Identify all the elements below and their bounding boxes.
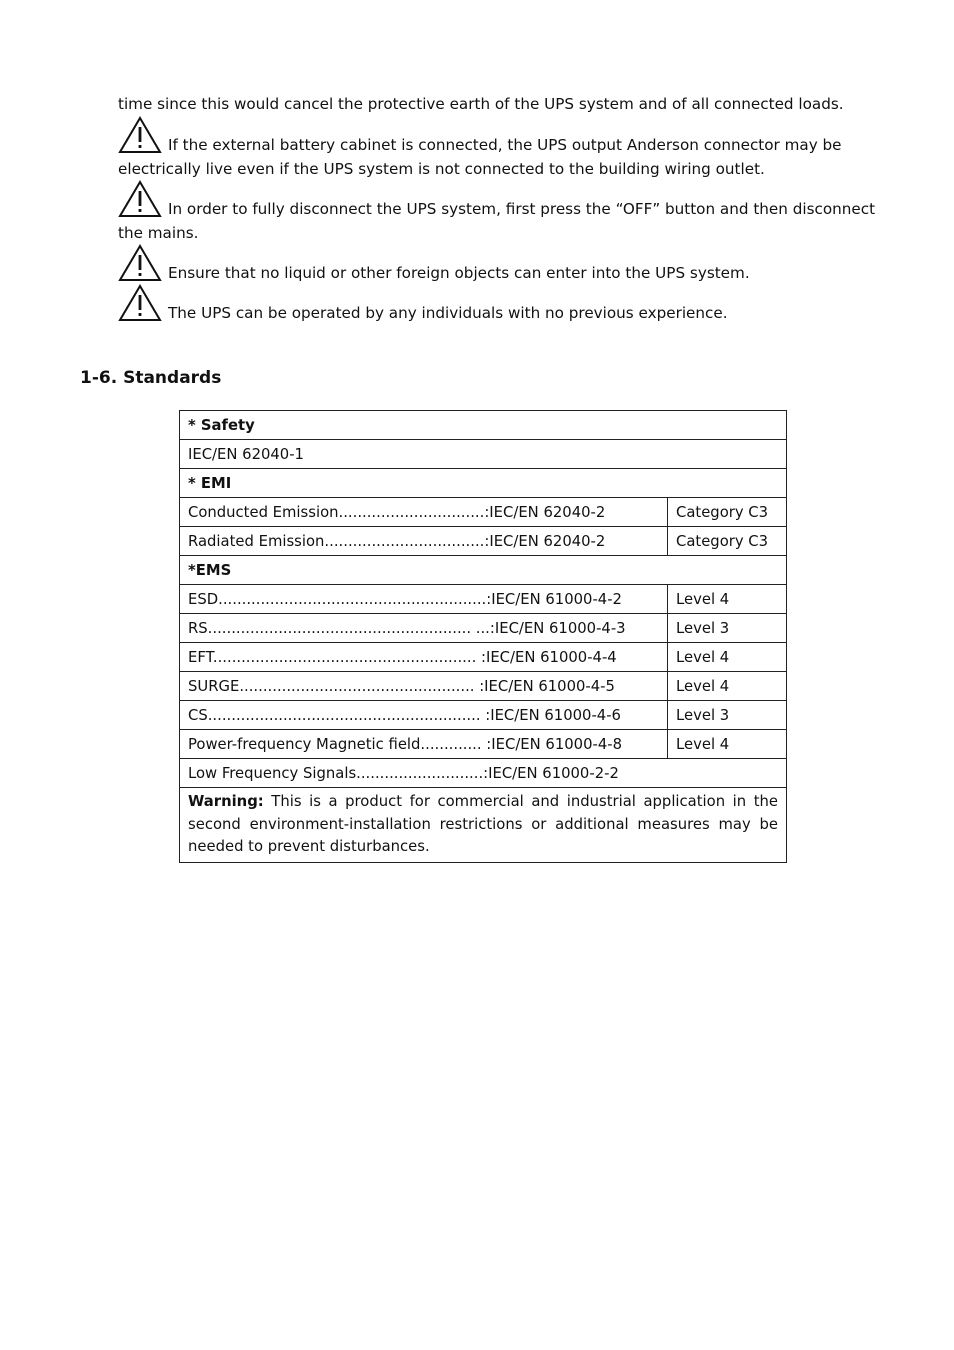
warning-triangle-icon [118,180,162,218]
emi-header: * EMI [180,469,787,498]
warning-label: Warning: [188,793,264,810]
table-row [180,730,787,759]
table-row [180,469,787,498]
warning-note [180,788,787,863]
standard-value: Level 4 [668,672,787,701]
standard-label: RS........................................................ ...:IEC/EN 61000-4-3 [180,614,668,643]
paragraph-text: time since this would cancel the protective earth of the UPS system and of all connected loads. [118,95,844,113]
warning-text: This is a product for commercial and industrial application in the second environment-installation restrictions or additional measures may be needed to prevent disturbances. [188,793,778,855]
paragraph-1 [118,92,898,116]
standard-value: Level 4 [668,643,787,672]
paragraph-text: The UPS can be operated by any individuals with no previous experience. [168,304,728,322]
table-row [180,701,787,730]
table-row [180,527,787,556]
standard-value: Category C3 [668,498,787,527]
standard-label: EFT........................................................ :IEC/EN 61000-4-4 [180,643,668,672]
standard-label: Conducted Emission...............................:IEC/EN 62040-2 [180,498,668,527]
warning-triangle-icon [118,244,162,282]
standard-label: SURGE.................................................. :IEC/EN 61000-4-5 [180,672,668,701]
table-row [180,788,787,863]
standard-label: Radiated Emission..................................:IEC/EN 62040-2 [180,527,668,556]
standards-table [179,410,787,863]
paragraph-text: In order to fully disconnect the UPS system, first press the “OFF” button and then disconnect the mains. [118,200,876,242]
warning-triangle-icon [118,116,162,154]
standard-value: Level 4 [668,730,787,759]
table-row [180,498,787,527]
safety-header: * Safety [180,411,787,440]
warning-triangle-icon [118,284,162,322]
table-row [180,614,787,643]
standard-value: Level 3 [668,614,787,643]
standard-label: Power-frequency Magnetic field............. :IEC/EN 61000-4-8 [180,730,668,759]
table-row [180,585,787,614]
standard-value: Level 4 [668,585,787,614]
paragraph-5 [118,284,898,325]
table-row [180,556,787,585]
paragraph-4 [118,244,898,285]
paragraph-2 [118,116,898,181]
table-row [180,759,787,788]
safety-item: IEC/EN 62040-1 [180,440,787,469]
standard-label: ESD.........................................................:IEC/EN 61000-4-2 [180,585,668,614]
paragraph-text: If the external battery cabinet is connected, the UPS output Anderson connector may be electrically live even if the UPS system is not connected to the building wiring outlet. [118,136,842,178]
table-row [180,440,787,469]
paragraph-3 [118,180,898,245]
table-row [180,672,787,701]
table-row [180,643,787,672]
standard-value: Category C3 [668,527,787,556]
section-title: 1-6. Standards [80,368,222,388]
standard-value: Level 3 [668,701,787,730]
ems-header: *EMS [180,556,787,585]
table-row [180,411,787,440]
standard-label: CS.......................................................... :IEC/EN 61000-4-6 [180,701,668,730]
low-frequency-signals: Low Frequency Signals...........................:IEC/EN 61000-2-2 [180,759,787,788]
paragraph-text: Ensure that no liquid or other foreign objects can enter into the UPS system. [168,264,750,282]
